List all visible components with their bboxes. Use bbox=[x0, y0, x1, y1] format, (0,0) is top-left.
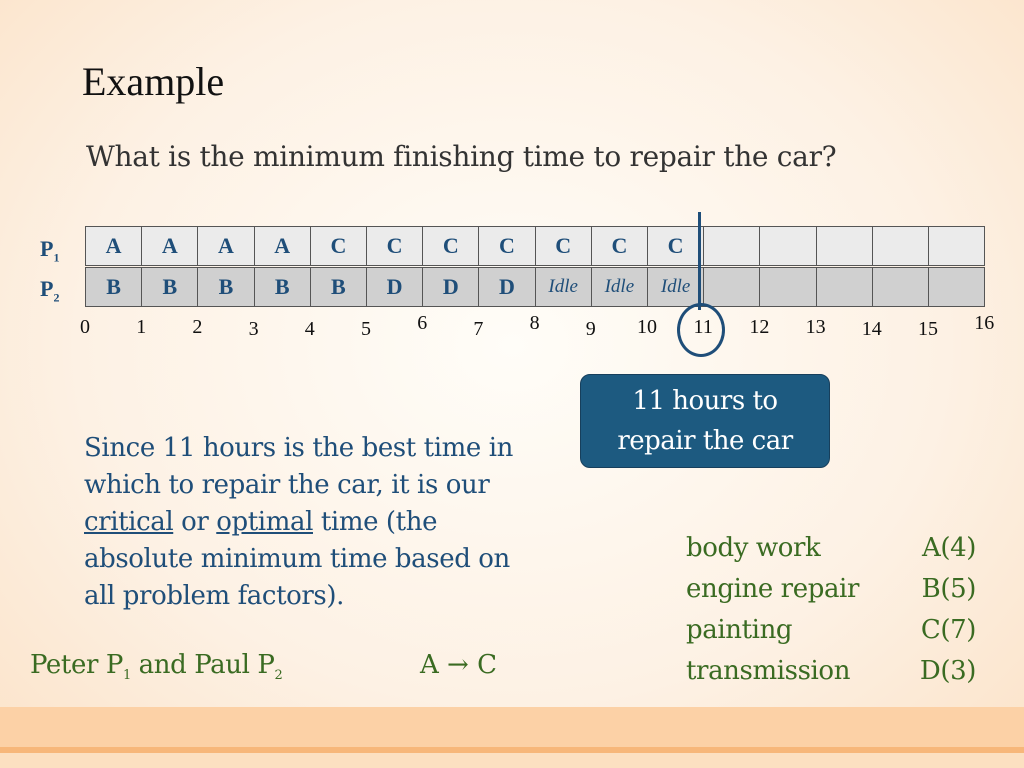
schedule-cell-p1 bbox=[703, 226, 760, 266]
tick-label: 7 bbox=[473, 318, 484, 340]
tick-label: 13 bbox=[805, 316, 826, 338]
schedule-cell-p2 bbox=[759, 267, 816, 307]
schedule-cell-p2 bbox=[703, 267, 760, 307]
footer-band bbox=[0, 707, 1024, 747]
schedule-cell-p2: Idle bbox=[647, 267, 704, 307]
schedule-cell-p2: Idle bbox=[535, 267, 592, 307]
callout-box bbox=[580, 374, 830, 468]
task-row: painting C(7) bbox=[686, 615, 976, 645]
schedule-cell-p1: C bbox=[310, 226, 367, 266]
schedule-cell-p1 bbox=[816, 226, 873, 266]
slide-title: Example bbox=[82, 59, 225, 104]
schedule-cell-p2: Idle bbox=[591, 267, 648, 307]
workers-text: Peter $P_1$ and Paul $P_2$ bbox=[30, 650, 283, 684]
schedule-cell-p1: A bbox=[197, 226, 254, 266]
tick-label: 2 bbox=[192, 316, 203, 338]
callout-line2: repair the car bbox=[617, 426, 793, 456]
schedule-cell-p1: C bbox=[478, 226, 535, 266]
schedule-cell-p2: B bbox=[254, 267, 311, 307]
schedule-cell-p1: A bbox=[85, 226, 142, 266]
schedule-cell-p1: A bbox=[141, 226, 198, 266]
schedule-cell-p2: B bbox=[85, 267, 142, 307]
schedule-cell-p2: D bbox=[422, 267, 479, 307]
tick-label: 1 bbox=[136, 316, 147, 338]
tick-label: 3 bbox=[248, 318, 259, 340]
row-label-p2: $P_2$ bbox=[40, 276, 60, 305]
question-text: What is the minimum finishing time to repair the car? bbox=[86, 140, 837, 173]
tick-label: 4 bbox=[304, 318, 315, 340]
tick-label: 9 bbox=[585, 318, 596, 340]
tick-label: 5 bbox=[361, 318, 371, 340]
tick-label: 12 bbox=[749, 316, 770, 338]
critical-term: critical bbox=[84, 507, 174, 537]
tick-label: 15 bbox=[918, 318, 938, 340]
schedule-cell-p2: B bbox=[141, 267, 198, 307]
finish-time-circle bbox=[677, 303, 725, 357]
schedule-cell-p1: C bbox=[366, 226, 423, 266]
footer-base bbox=[0, 753, 1024, 768]
schedule-cell-p1 bbox=[759, 226, 816, 266]
tick-label: 6 bbox=[417, 312, 428, 334]
tick-label: 11 bbox=[693, 316, 713, 338]
schedule-cell-p2 bbox=[928, 267, 985, 307]
schedule-cell-p1: C bbox=[535, 226, 592, 266]
optimal-term: optimal bbox=[216, 507, 313, 537]
task-row: engine repair B(5) bbox=[686, 574, 976, 604]
schedule-cell-p2: D bbox=[366, 267, 423, 307]
callout-line1: 11 hours to bbox=[632, 386, 778, 416]
tick-label: 16 bbox=[974, 312, 995, 334]
schedule-cell-p1: C bbox=[591, 226, 648, 266]
schedule-cell-p2: D bbox=[478, 267, 535, 307]
schedule-cell-p2 bbox=[816, 267, 873, 307]
schedule-cell-p1: C bbox=[647, 226, 704, 266]
tick-label: 14 bbox=[861, 318, 882, 340]
schedule-cell-p2 bbox=[872, 267, 929, 307]
explanation-paragraph: Since 11 hours is the best time in which to repair the car, it is our critical or optimal time (the absolute minimum time based on all problem factors). bbox=[84, 433, 513, 611]
tick-label: 10 bbox=[637, 316, 657, 338]
task-row: transmission D(3) bbox=[686, 656, 976, 686]
tick-label: 8 bbox=[529, 312, 540, 334]
schedule-cell-p1: A bbox=[254, 226, 311, 266]
task-list bbox=[686, 528, 996, 692]
schedule-cell-p1: C bbox=[422, 226, 479, 266]
schedule-cell-p1 bbox=[872, 226, 929, 266]
schedule-cell-p2: B bbox=[197, 267, 254, 307]
schedule-cell-p2: B bbox=[310, 267, 367, 307]
task-row: body work A(4) bbox=[686, 533, 976, 563]
tick-label: 0 bbox=[80, 316, 90, 338]
precedence-rule: A → C bbox=[420, 650, 497, 680]
row-label-p1: $P_1$ bbox=[40, 236, 60, 265]
schedule-cell-p1 bbox=[928, 226, 985, 266]
finish-marker-line bbox=[698, 212, 701, 310]
